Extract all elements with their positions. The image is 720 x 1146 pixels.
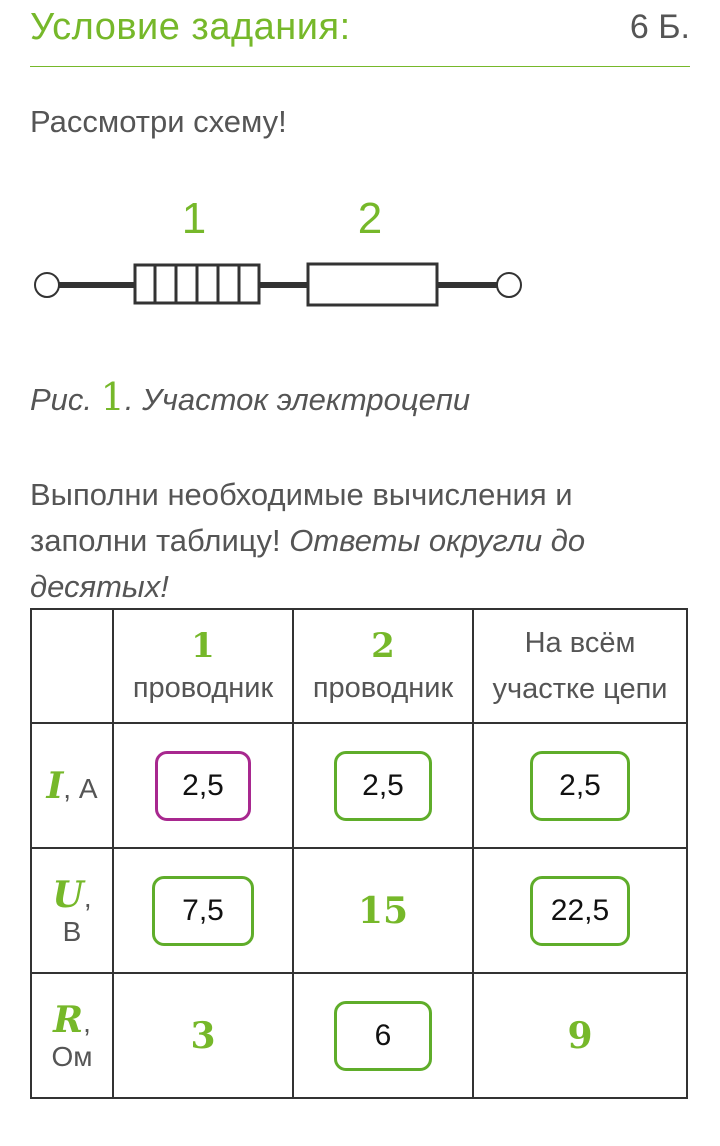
table-row-current [31, 723, 687, 848]
table-row-resistance [31, 973, 687, 1098]
instruction-italic: Ответы округли до десятых! [30, 523, 586, 604]
table-row-voltage [31, 848, 687, 973]
diagram-label-1: 1 [181, 194, 207, 243]
header-conductor-2: 2 проводник [293, 609, 473, 723]
cell-voltage-1 [113, 848, 293, 973]
task-title: Условие задания: [30, 6, 351, 48]
current-total-input[interactable]: 2,5 [530, 751, 630, 821]
caption-number: 1 [100, 375, 125, 419]
figure-caption [30, 375, 470, 419]
cell-resistance-2 [293, 973, 473, 1098]
voltage-1-input[interactable]: 7,5 [152, 876, 254, 946]
current-2-input[interactable]: 2,5 [334, 751, 432, 821]
cell-voltage-2 [293, 848, 473, 973]
circuit-diagram [30, 185, 530, 320]
cell-voltage-total [473, 848, 687, 973]
task-score: 6 Б. [629, 8, 690, 46]
cell-current-total [473, 723, 687, 848]
resistance-total-value: 9 [567, 1014, 593, 1057]
answer-table [30, 608, 688, 1099]
caption-prefix: Рис. [30, 382, 93, 417]
terminal-right [497, 273, 521, 297]
instruction-text [30, 472, 690, 610]
cell-current-1 [113, 723, 293, 848]
row-label-current: I, А [31, 723, 113, 848]
cell-resistance-1 [113, 973, 293, 1098]
resistance-1-value: 3 [190, 1014, 216, 1057]
cell-resistance-total [473, 973, 687, 1098]
instruction-main: Выполни необходимые вычисления и заполни таблицу! [30, 477, 573, 558]
row-label-voltage: U, В [31, 848, 113, 973]
header-conductor-1: 1 проводник [113, 609, 293, 723]
voltage-2-value: 15 [357, 889, 409, 932]
terminal-left [35, 273, 59, 297]
current-1-input[interactable]: 2,5 [155, 751, 251, 821]
resistor-2 [308, 264, 437, 305]
table-header-row [31, 609, 687, 723]
header-whole-circuit: На всём участке цепи [473, 609, 687, 723]
voltage-total-input[interactable]: 22,5 [530, 876, 630, 946]
task-header [30, 0, 690, 67]
header-corner-cell [31, 609, 113, 723]
prompt-text: Рассмотри схему! [30, 104, 287, 139]
resistance-2-input[interactable]: 6 [334, 1001, 432, 1071]
cell-current-2 [293, 723, 473, 848]
diagram-label-2: 2 [357, 194, 383, 243]
row-label-resistance: R, Ом [31, 973, 113, 1098]
caption-text: . Участок электроцепи [124, 382, 471, 417]
